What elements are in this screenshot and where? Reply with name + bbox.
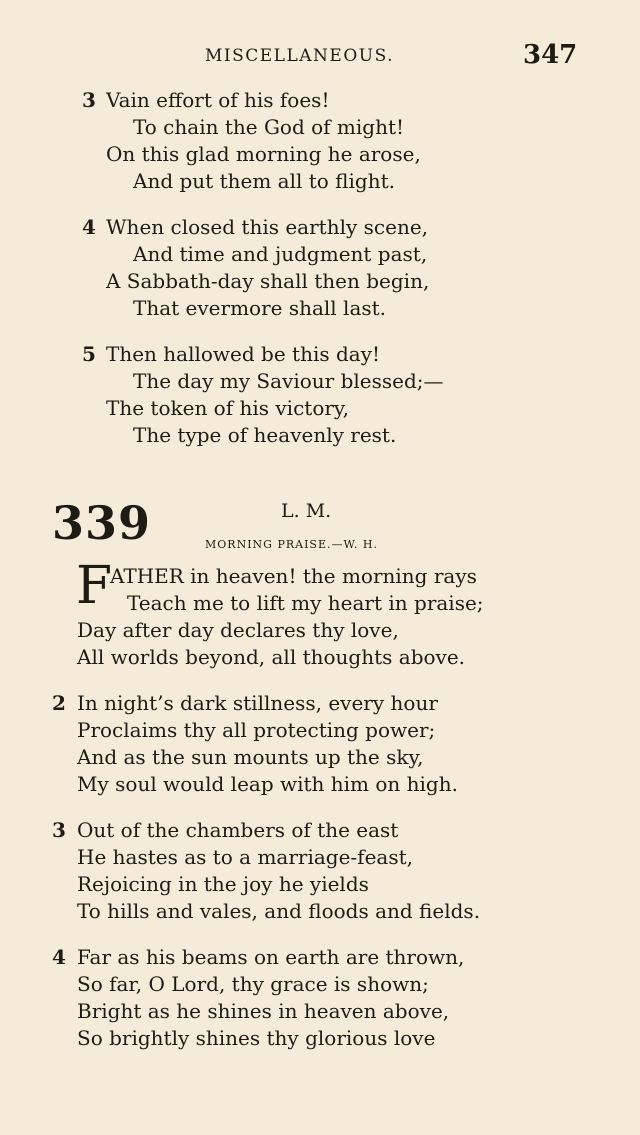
hymn-meter: L. M. xyxy=(281,500,332,522)
verse-line: And as the sun mounts up the sky, xyxy=(77,745,424,769)
verse-line: My soul would leap with him on high. xyxy=(77,772,458,796)
verse-line: So far, O Lord, thy grace is shown; xyxy=(77,972,429,996)
verse-line: So brightly shines thy glorious love xyxy=(77,1026,436,1050)
hymn-subtitle: MORNING PRAISE.—W. H. xyxy=(205,538,378,551)
stanza-number: 2 xyxy=(52,691,66,715)
verse-line: The token of his victory, xyxy=(106,396,349,420)
stanza-number: 4 xyxy=(82,215,96,239)
running-head: MISCELLANEOUS. xyxy=(205,46,395,66)
verse-line: In night’s dark stillness, every hour xyxy=(77,691,438,715)
verse-line: Rejoicing in the joy he yields xyxy=(77,872,369,896)
verse-line: Vain effort of his foes! xyxy=(106,88,330,112)
verse-line: To chain the God of might! xyxy=(133,115,405,139)
stanza-number: 5 xyxy=(82,342,96,366)
verse-line: The type of heavenly rest. xyxy=(133,423,397,447)
verse-line: Bright as he shines in heaven above, xyxy=(77,999,450,1023)
verse-line: Then hallowed be this day! xyxy=(106,342,381,366)
verse-line: The day my Saviour blessed;— xyxy=(133,369,444,393)
verse-line: That evermore shall last. xyxy=(133,296,387,320)
verse-line: On this glad morning he arose, xyxy=(106,142,421,166)
verse-line: When closed this earthly scene, xyxy=(106,215,429,239)
stanza-number: 3 xyxy=(52,818,66,842)
verse-line: Day after day declares thy love, xyxy=(77,618,399,642)
verse-line: He hastes as to a marriage-feast, xyxy=(77,845,414,869)
stanza-number: 4 xyxy=(52,945,66,969)
verse-line: Teach me to lift my heart in praise; xyxy=(127,591,484,615)
drop-cap: F xyxy=(76,556,113,616)
verse-line: All worlds beyond, all thoughts above. xyxy=(77,645,466,669)
verse-line: A Sabbath-day shall then begin, xyxy=(106,269,430,293)
verse-line: And time and judgment past, xyxy=(133,242,428,266)
stanza-number: 3 xyxy=(82,88,96,112)
verse-line: And put them all to flight. xyxy=(133,169,395,193)
page-number: 347 xyxy=(523,40,578,70)
verse-line: ATHER in heaven! the morning rays xyxy=(110,564,477,588)
verse-line: Proclaims thy all protecting power; xyxy=(77,718,436,742)
verse-line: Far as his beams on earth are thrown, xyxy=(77,945,465,969)
hymn-number: 339 xyxy=(52,496,152,550)
verse-line: Out of the chambers of the east xyxy=(77,818,399,842)
verse-line: To hills and vales, and floods and fields. xyxy=(77,899,481,923)
